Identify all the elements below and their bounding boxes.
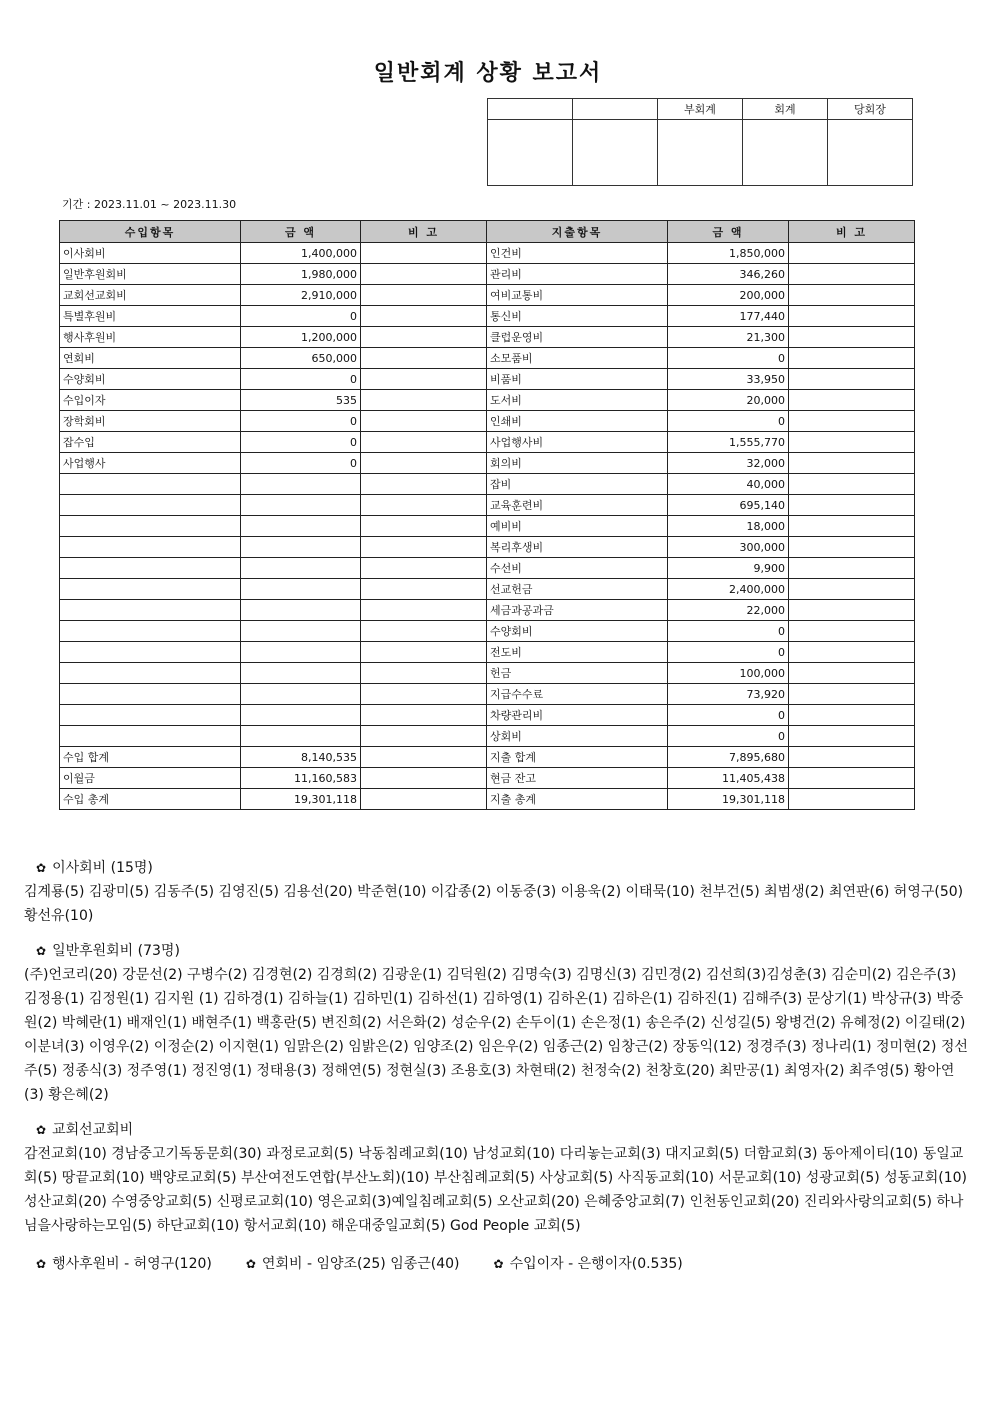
income-remark <box>361 327 487 348</box>
table-row <box>60 495 915 516</box>
report-period: 기간 : 2023.11.01 ~ 2023.11.30 <box>62 198 237 211</box>
expense-amount: 18,000 <box>668 516 789 537</box>
expense-remark <box>789 768 915 789</box>
flower-icon: ✿ <box>493 1257 504 1271</box>
income-item: 이사회비 <box>60 243 241 264</box>
income-amount: 0 <box>241 306 361 327</box>
expense-item: 현금 잔고 <box>487 768 668 789</box>
expense-item: 상회비 <box>487 726 668 747</box>
income-amount <box>241 579 361 600</box>
table-row <box>60 453 915 474</box>
table-row <box>60 348 915 369</box>
ledger-column-header: 금 액 <box>668 221 789 243</box>
footer-item <box>246 1256 460 1272</box>
expense-item: 세금과공과금 <box>487 600 668 621</box>
approval-cell <box>573 120 658 186</box>
ledger-column-header: 수입항목 <box>60 221 241 243</box>
note-block <box>24 856 974 928</box>
expense-item: 선교헌금 <box>487 579 668 600</box>
flower-icon: ✿ <box>245 1257 256 1271</box>
note-heading-text: 이사회비 (15명) <box>52 860 153 876</box>
income-remark <box>361 348 487 369</box>
expense-item: 지급수수료 <box>487 684 668 705</box>
income-item: 사업행사 <box>60 453 241 474</box>
expense-item: 수선비 <box>487 558 668 579</box>
expense-remark <box>789 516 915 537</box>
income-amount <box>241 600 361 621</box>
income-item: 이월금 <box>60 768 241 789</box>
ledger-column-header: 비 고 <box>789 221 915 243</box>
income-remark <box>361 789 487 810</box>
note-heading <box>24 856 974 880</box>
expense-remark <box>789 621 915 642</box>
income-remark <box>361 663 487 684</box>
income-item <box>60 579 241 600</box>
expense-item: 회의비 <box>487 453 668 474</box>
income-item: 교회선교회비 <box>60 285 241 306</box>
income-amount <box>241 474 361 495</box>
expense-amount: 1,555,770 <box>668 432 789 453</box>
footer-item-text: 수입이자 - 은행이자(0.535) <box>509 1256 683 1272</box>
expense-item: 수양회비 <box>487 621 668 642</box>
expense-item: 예비비 <box>487 516 668 537</box>
expense-amount: 22,000 <box>668 600 789 621</box>
expense-remark <box>789 579 915 600</box>
income-remark <box>361 432 487 453</box>
footer-item-text: 연회비 - 임양조(25) 임종근(40) <box>261 1256 460 1272</box>
income-remark <box>361 600 487 621</box>
flower-icon: ✿ <box>36 944 47 958</box>
expense-item: 교육훈련비 <box>487 495 668 516</box>
expense-item: 인쇄비 <box>487 411 668 432</box>
expense-remark <box>789 537 915 558</box>
approval-header: 회계 <box>743 99 828 120</box>
expense-amount: 346,260 <box>668 264 789 285</box>
income-remark <box>361 537 487 558</box>
income-remark <box>361 558 487 579</box>
table-row <box>60 537 915 558</box>
approval-header: 부회계 <box>658 99 743 120</box>
income-item <box>60 642 241 663</box>
expense-amount: 33,950 <box>668 369 789 390</box>
income-remark <box>361 453 487 474</box>
note-heading <box>24 939 974 963</box>
income-amount <box>241 621 361 642</box>
expense-amount: 0 <box>668 642 789 663</box>
income-item <box>60 516 241 537</box>
income-amount: 0 <box>241 453 361 474</box>
approval-header: 당회장 <box>828 99 913 120</box>
table-row <box>60 474 915 495</box>
income-remark <box>361 369 487 390</box>
income-item <box>60 726 241 747</box>
approval-header <box>488 99 573 120</box>
expense-amount: 40,000 <box>668 474 789 495</box>
ledger-header-row <box>60 221 915 243</box>
income-item <box>60 495 241 516</box>
income-remark <box>361 684 487 705</box>
income-item <box>60 705 241 726</box>
income-item <box>60 600 241 621</box>
ledger-column-header: 지출항목 <box>487 221 668 243</box>
income-remark <box>361 411 487 432</box>
expense-remark <box>789 789 915 810</box>
income-amount: 11,160,583 <box>241 768 361 789</box>
expense-item: 전도비 <box>487 642 668 663</box>
expense-amount: 19,301,118 <box>668 789 789 810</box>
expense-amount: 7,895,680 <box>668 747 789 768</box>
income-amount <box>241 684 361 705</box>
expense-remark <box>789 642 915 663</box>
expense-remark <box>789 453 915 474</box>
approval-cell <box>828 120 913 186</box>
income-remark <box>361 768 487 789</box>
expense-remark <box>789 243 915 264</box>
note-block <box>24 1118 974 1238</box>
expense-amount: 695,140 <box>668 495 789 516</box>
income-item <box>60 621 241 642</box>
income-item <box>60 474 241 495</box>
income-amount: 535 <box>241 390 361 411</box>
income-amount: 1,200,000 <box>241 327 361 348</box>
income-item: 일반후원회비 <box>60 264 241 285</box>
expense-amount: 0 <box>668 411 789 432</box>
approval-box <box>487 98 913 186</box>
expense-remark <box>789 369 915 390</box>
income-item <box>60 558 241 579</box>
note-text: (주)언코리(20) 강문선(2) 구병수(2) 김경현(2) 김경희(2) 김광운(1) 김덕원(2) 김명숙(3) 김명신(3) 김민경(2) 김선희(3)김성춘(3) 김순미(2) 김은주(3) 김정용(1) 김정원(1) 김지원 (1) 김하경(1) 김하늘(1) 김하민(1) 김하선(1) 김하영(1) 김하온(1) 김하은(1) 김하진(1) 김해주(3) 문상기(1) 박상규(3) 박중원(2) 박혜란(1) 배재인(1) 배현주(1) 백홍란(5) 변진희(2) 서은화(2) 성순우(2) 손두이(1) 손은정(1) 송은주(2) 신성길(5) 왕병건(2) 유혜정(2) 이길태(2) 이분녀(3) 이영우(2) 이정순(2) 이지현(1) 임맑은(2) 임밝은(2) 임양조(2) 임은우(2) 임종근(2) 임창근(2) 장동익(12) 정경주(3) 정나리(1) 정미현(2) 정선주(5) 정종식(3) 정주영(1) 정진영(1) 정태용(3) 정해연(5) 정현실(3) 조용호(3) 차현태(2) 천정숙(2) 천창호(20) 최만공(1) 최영자(2) 최주영(5) 황아연(3) 황은혜(2) <box>24 967 968 1103</box>
income-amount <box>241 558 361 579</box>
expense-amount: 200,000 <box>668 285 789 306</box>
flower-icon: ✿ <box>36 861 47 875</box>
expense-amount: 11,405,438 <box>668 768 789 789</box>
income-remark <box>361 285 487 306</box>
income-amount <box>241 495 361 516</box>
footer-item-text: 행사후원비 - 허영구(120) <box>52 1256 212 1272</box>
income-item <box>60 663 241 684</box>
expense-remark <box>789 663 915 684</box>
income-item: 수양회비 <box>60 369 241 390</box>
expense-amount: 0 <box>668 621 789 642</box>
note-text: 감전교회(10) 경남중고기독동문회(30) 과정로교회(5) 낙동침례교회(10) 남성교회(10) 다리놓는교회(3) 대지교회(5) 더함교회(3) 동아제이티(10) 동일교회(5) 땅끝교회(10) 백양로교회(5) 부산여전도연합(부산노회)(10) 부산침례교회(5) 사상교회(5) 사직동교회(10) 서문교회(10) 성광교회(5) 성동교회(10) 성산교회(20) 수영중앙교회(5) 신평로교회(10) 영은교회(3)예일침례교회(5) 오산교회(20) 은혜중앙교회(7) 인천동인교회(20) 진리와사랑의교회(5) 하나님을사랑하는모임(5) 하단교회(10) 항서교회(10) 해운대중일교회(5) God People 교회(5) <box>24 1146 967 1234</box>
expense-remark <box>789 495 915 516</box>
expense-item: 사업행사비 <box>487 432 668 453</box>
table-row <box>60 705 915 726</box>
income-remark <box>361 264 487 285</box>
table-row <box>60 390 915 411</box>
ledger-body <box>60 243 915 810</box>
expense-amount: 9,900 <box>668 558 789 579</box>
expense-item: 도서비 <box>487 390 668 411</box>
table-row <box>60 642 915 663</box>
ledger-table <box>59 220 915 810</box>
footer-item <box>36 1256 212 1272</box>
expense-amount: 1,850,000 <box>668 243 789 264</box>
income-amount <box>241 516 361 537</box>
expense-remark <box>789 747 915 768</box>
income-remark <box>361 579 487 600</box>
expense-amount: 0 <box>668 705 789 726</box>
table-row <box>60 558 915 579</box>
expense-remark <box>789 348 915 369</box>
income-remark <box>361 474 487 495</box>
income-amount: 650,000 <box>241 348 361 369</box>
income-remark <box>361 621 487 642</box>
expense-remark <box>789 726 915 747</box>
expense-remark <box>789 411 915 432</box>
footer-item <box>494 1256 683 1272</box>
table-row <box>60 243 915 264</box>
expense-item: 잡비 <box>487 474 668 495</box>
approval-cell <box>488 120 573 186</box>
notes-section <box>24 856 974 1276</box>
expense-amount: 73,920 <box>668 684 789 705</box>
income-item <box>60 684 241 705</box>
table-row <box>60 327 915 348</box>
expense-remark <box>789 558 915 579</box>
note-heading-text: 일반후원회비 (73명) <box>52 943 180 959</box>
income-amount: 1,400,000 <box>241 243 361 264</box>
expense-remark <box>789 684 915 705</box>
table-row <box>60 684 915 705</box>
table-row <box>60 747 915 768</box>
expense-amount: 21,300 <box>668 327 789 348</box>
table-row <box>60 663 915 684</box>
income-item: 연회비 <box>60 348 241 369</box>
income-remark <box>361 516 487 537</box>
expense-item: 클럽운영비 <box>487 327 668 348</box>
expense-remark <box>789 264 915 285</box>
income-amount: 1,980,000 <box>241 264 361 285</box>
flower-icon: ✿ <box>36 1123 47 1137</box>
expense-item: 통신비 <box>487 306 668 327</box>
note-text: 김계룡(5) 김광미(5) 김동주(5) 김영진(5) 김용선(20) 박준현(10) 이갑종(2) 이동중(3) 이용욱(2) 이태묵(10) 천부건(5) 최범생(2) 최연판(6) 허영구(50) 황선유(10) <box>24 884 964 924</box>
note-block <box>24 939 974 1107</box>
expense-item: 헌금 <box>487 663 668 684</box>
expense-amount: 100,000 <box>668 663 789 684</box>
expense-remark <box>789 327 915 348</box>
expense-item: 지출 총계 <box>487 789 668 810</box>
report-title: 일반회계 상황 보고서 <box>373 61 603 86</box>
expense-remark <box>789 474 915 495</box>
table-row <box>60 411 915 432</box>
expense-remark <box>789 285 915 306</box>
ledger-column-header: 금 액 <box>241 221 361 243</box>
expense-remark <box>789 306 915 327</box>
income-item: 수입이자 <box>60 390 241 411</box>
table-row <box>60 579 915 600</box>
table-row <box>60 621 915 642</box>
flower-icon: ✿ <box>36 1257 47 1271</box>
income-remark <box>361 495 487 516</box>
table-row <box>60 768 915 789</box>
income-amount: 2,910,000 <box>241 285 361 306</box>
approval-cell <box>658 120 743 186</box>
table-row <box>60 789 915 810</box>
income-remark <box>361 390 487 411</box>
income-remark <box>361 726 487 747</box>
income-item: 장학회비 <box>60 411 241 432</box>
expense-item: 소모품비 <box>487 348 668 369</box>
income-amount: 8,140,535 <box>241 747 361 768</box>
expense-amount: 177,440 <box>668 306 789 327</box>
expense-item: 관리비 <box>487 264 668 285</box>
income-item <box>60 537 241 558</box>
expense-remark <box>789 705 915 726</box>
expense-amount: 300,000 <box>668 537 789 558</box>
expense-item: 지출 합계 <box>487 747 668 768</box>
income-remark <box>361 642 487 663</box>
income-amount <box>241 705 361 726</box>
ledger-column-header: 비 고 <box>361 221 487 243</box>
income-item: 수입 합계 <box>60 747 241 768</box>
expense-amount: 0 <box>668 726 789 747</box>
income-remark <box>361 243 487 264</box>
expense-item: 복리후생비 <box>487 537 668 558</box>
expense-remark <box>789 432 915 453</box>
expense-amount: 2,400,000 <box>668 579 789 600</box>
expense-item: 차량관리비 <box>487 705 668 726</box>
table-row <box>60 600 915 621</box>
footer-line <box>24 1252 974 1276</box>
note-heading <box>24 1118 974 1142</box>
income-amount: 0 <box>241 369 361 390</box>
expense-remark <box>789 390 915 411</box>
approval-cell <box>743 120 828 186</box>
income-amount: 0 <box>241 432 361 453</box>
income-item: 특별후원비 <box>60 306 241 327</box>
income-remark <box>361 747 487 768</box>
table-row <box>60 285 915 306</box>
income-item: 행사후원비 <box>60 327 241 348</box>
expense-item: 비품비 <box>487 369 668 390</box>
table-row <box>60 264 915 285</box>
expense-amount: 32,000 <box>668 453 789 474</box>
income-amount <box>241 726 361 747</box>
table-row <box>60 726 915 747</box>
table-row <box>60 306 915 327</box>
income-amount <box>241 537 361 558</box>
income-remark <box>361 306 487 327</box>
note-heading-text: 교회선교회비 <box>52 1122 134 1138</box>
table-row <box>60 516 915 537</box>
income-item: 잡수입 <box>60 432 241 453</box>
expense-remark <box>789 600 915 621</box>
income-amount: 0 <box>241 411 361 432</box>
income-amount: 19,301,118 <box>241 789 361 810</box>
table-row <box>60 369 915 390</box>
income-amount <box>241 663 361 684</box>
expense-amount: 0 <box>668 348 789 369</box>
income-amount <box>241 642 361 663</box>
table-row <box>60 432 915 453</box>
expense-item: 여비교통비 <box>487 285 668 306</box>
expense-amount: 20,000 <box>668 390 789 411</box>
income-item: 수입 총계 <box>60 789 241 810</box>
approval-header <box>573 99 658 120</box>
income-remark <box>361 705 487 726</box>
expense-item: 인건비 <box>487 243 668 264</box>
